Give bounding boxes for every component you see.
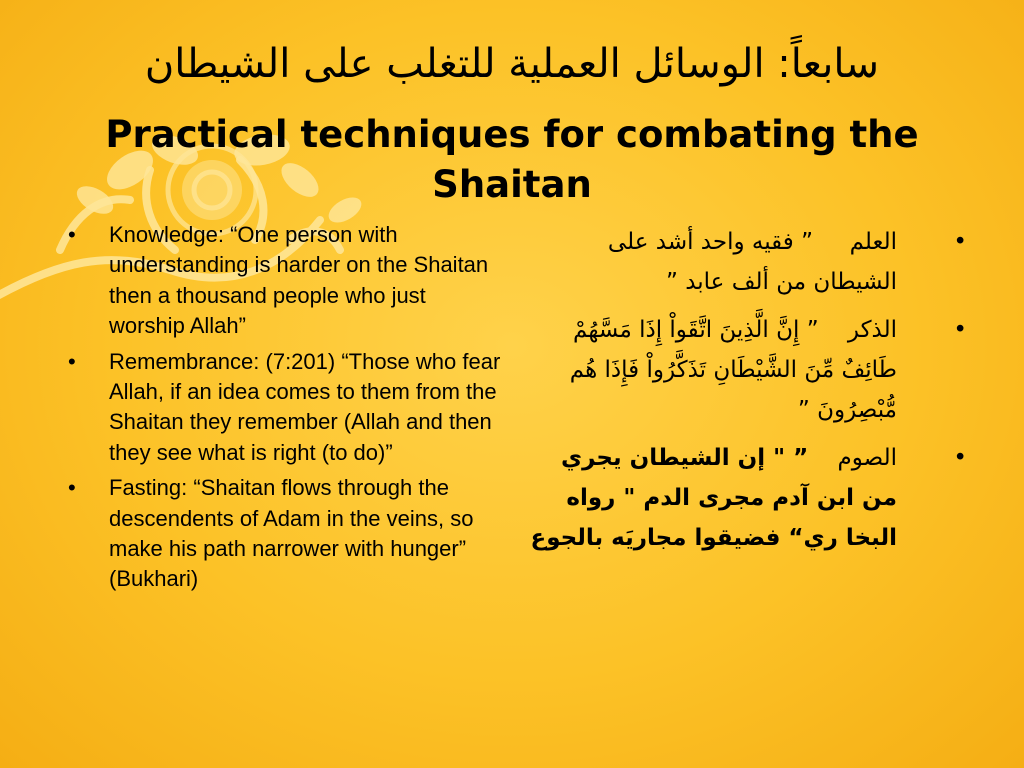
english-point-remembrance: [68, 347, 506, 469]
english-point-text: Remembrance: (7:201) “Those who fear Allah, if an idea comes to them from the Shaitan they remember (Allah and then they see what is right (to do)”: [109, 348, 501, 465]
bullet-icon: •: [953, 229, 967, 255]
arabic-point-text: ” فقيه واحد أشد على الشيطان من ألف عابد ”: [607, 229, 897, 295]
slide-title-english: Practical techniques for combating the Shaitan: [105, 113, 919, 206]
bullet-icon: •: [953, 445, 967, 471]
arabic-point-knowledge: [520, 222, 985, 302]
english-point-text: Knowledge: “One person with understanding is harder on the Shaitan then a thousand people who just worship Allah”: [109, 222, 489, 339]
arabic-column: [520, 222, 985, 566]
arabic-point-text: ” " إن الشيطان يجري من ابن آدم مجرى الدم " رواه البخا ري“ فضيقوا مجاريَه بالجوع: [530, 445, 897, 551]
english-column: [68, 220, 506, 600]
bullet-icon: •: [68, 475, 76, 501]
arabic-bullet-list: [520, 222, 985, 558]
arabic-point-remembrance: [520, 310, 985, 430]
slide-title-arabic: سابعاً: الوسائل العملية للتغلب على الشيطان: [144, 41, 880, 87]
english-point-fasting: [68, 473, 506, 595]
bullet-icon: •: [953, 317, 967, 343]
english-point-text: Fasting: “Shaitan flows through the descendents of Adam in the veins, so make his path narrower with hunger” (Bukhari): [109, 475, 474, 592]
arabic-point-fasting: [520, 438, 985, 558]
english-bullet-list: [68, 220, 506, 595]
arabic-point-text: ” إِنَّ الَّذِينَ اتَّقَواْ إِذَا مَسَّهُمْ طَائِفٌ مِّنَ الشَّيْطَانِ تَذَكَّرُواْ فَإِذَا هُم مُّبْصِرُونَ ”: [569, 317, 897, 423]
bullet-icon: •: [68, 222, 76, 247]
arabic-point-heading: الذكر: [847, 317, 897, 343]
arabic-point-heading: الصوم: [837, 445, 897, 471]
arabic-point-heading: العلم: [849, 229, 897, 255]
english-point-knowledge: [68, 220, 506, 342]
bullet-icon: •: [68, 348, 76, 374]
